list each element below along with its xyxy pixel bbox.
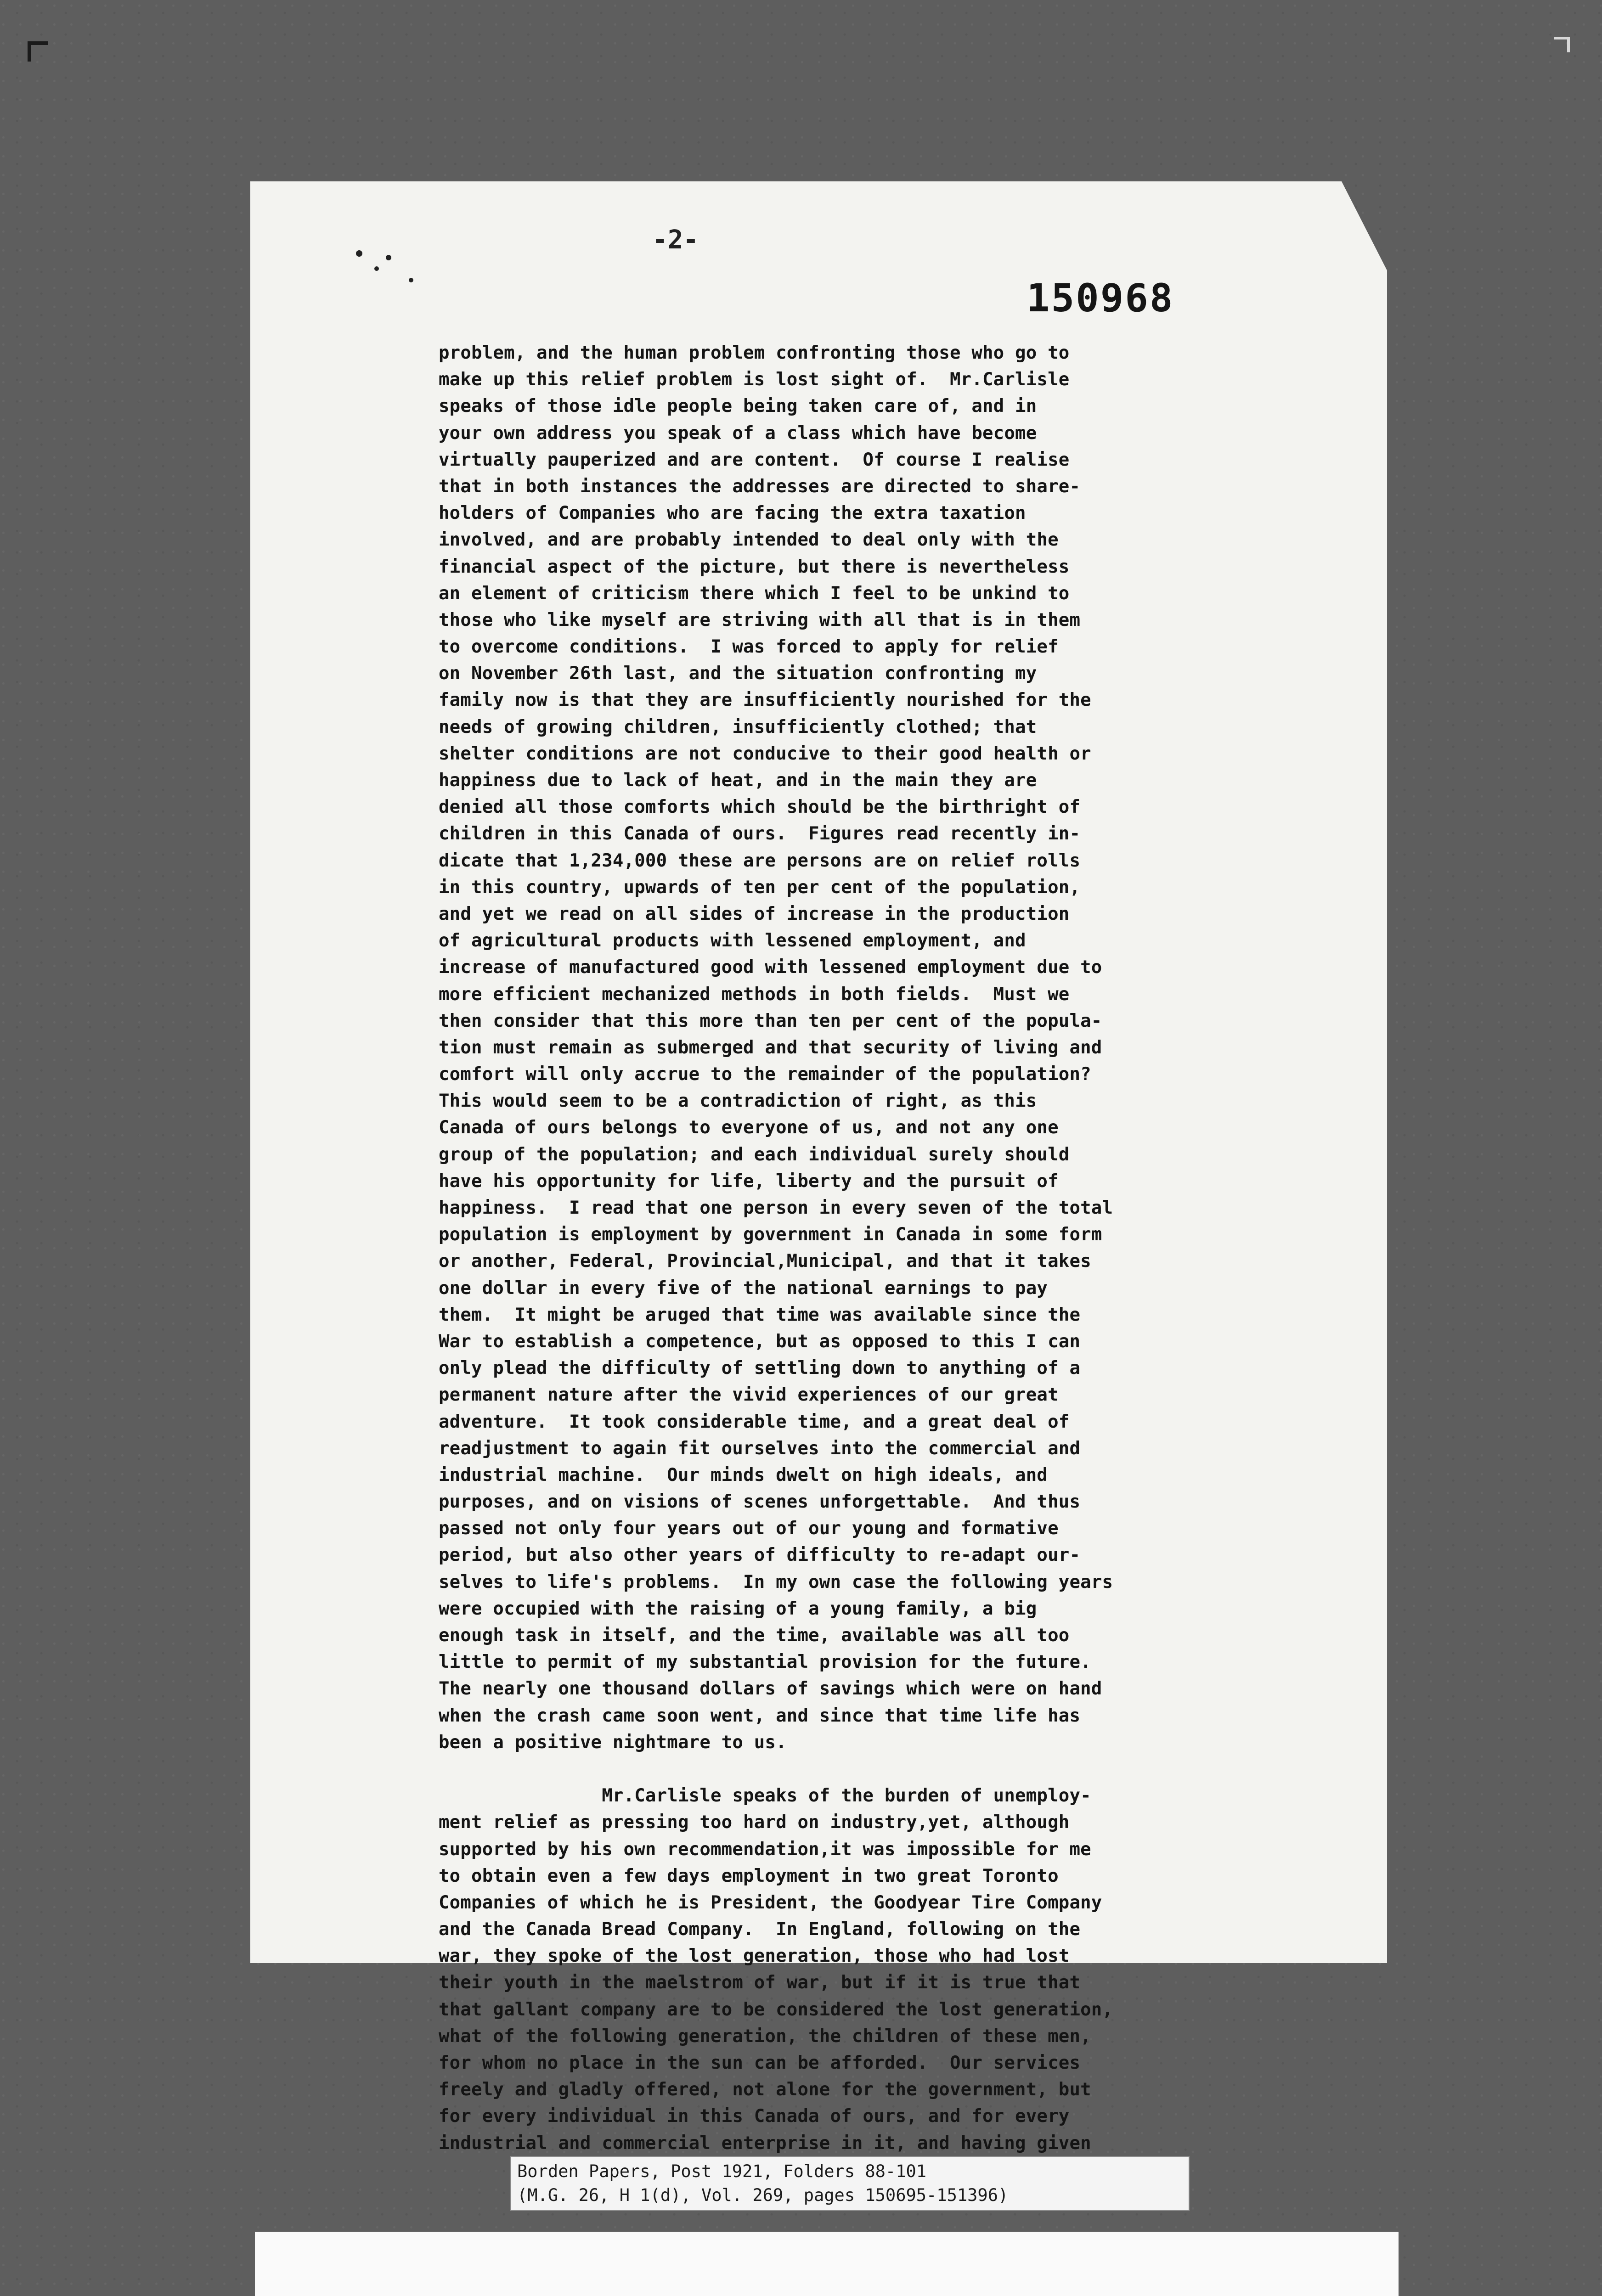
text-line: war, they spoke of the lost generation, those who had lost: [439, 1946, 1070, 1967]
text-line: have his opportunity for life, liberty and the pursuit of: [439, 1171, 1059, 1192]
text-line: purposes, and on visions of scenes unforgettable. And thus: [439, 1491, 1081, 1513]
text-line: Companies of which he is President, the Goodyear Tire Company: [439, 1892, 1102, 1913]
text-line: denied all those comforts which should be the birthright of: [439, 797, 1081, 818]
ink-speck: [409, 278, 413, 282]
text-line: your own address you speak of a class which have become: [439, 422, 1037, 444]
text-line: that in both instances the addresses are directed to share-: [439, 476, 1081, 497]
text-line: them. It might be aruged that time was available since the: [439, 1304, 1081, 1325]
text-line: Canada of ours belongs to everyone of us, and not any one: [439, 1117, 1059, 1138]
text-line: increase of manufactured good with lessened employment due to: [439, 957, 1102, 978]
film-corner-mark-right: [1554, 37, 1570, 52]
text-line: problem, and the human problem confronting those who go to: [439, 343, 1070, 363]
text-line: one dollar in every five of the national earnings to pay: [439, 1277, 1048, 1299]
text-line: and the Canada Bread Company. In England, following on the: [439, 1919, 1081, 1940]
document-id: 150968: [1027, 276, 1174, 321]
archives-stamp: [255, 2232, 1399, 2296]
text-line: virtually pauperized and are content. Of course I realise: [439, 449, 1070, 470]
caption-line-1: Borden Papers, Post 1921, Folders 88-101: [517, 2161, 927, 2181]
text-line: or another, Federal, Provincial,Municipal, and that it takes: [439, 1251, 1091, 1272]
text-line: in this country, upwards of ten per cent of the population,: [439, 877, 1081, 898]
text-line: industrial and commercial enterprise in it, and having given: [439, 2133, 1091, 2154]
text-line: ment relief as pressing too hard on industry,yet, although: [439, 1812, 1070, 1833]
text-line: more efficient mechanized methods in both fields. Must we: [439, 984, 1070, 1005]
text-line: permanent nature after the vivid experiences of our great: [439, 1384, 1059, 1406]
text-line: of agricultural products with lessened employment, and: [439, 930, 1026, 951]
text-line: make up this relief problem is lost sight of. Mr.Carlisle: [439, 369, 1070, 390]
text-line: passed not only four years out of our young and formative: [439, 1518, 1059, 1539]
page-number: -2-: [652, 225, 699, 255]
text-line: The nearly one thousand dollars of savings which were on hand: [439, 1678, 1102, 1699]
text-line: only plead the difficulty of settling down to anything of a: [439, 1358, 1081, 1379]
text-line: an element of criticism there which I feel to be unkind to: [439, 583, 1070, 604]
text-line: industrial machine. Our minds dwelt on high ideals, and: [439, 1464, 1048, 1486]
text-line: [439, 1756, 1311, 1783]
text-line: shelter conditions are not conducive to their good health or: [439, 743, 1091, 764]
text-line: tion must remain as submerged and that security of living and: [439, 1037, 1102, 1058]
text-line: been a positive nightmare to us.: [439, 1732, 787, 1753]
film-corner-mark: [28, 41, 48, 62]
text-line: freely and gladly offered, not alone for the government, but: [439, 2079, 1091, 2100]
text-line: family now is that they are insufficiently nourished for the: [439, 690, 1091, 711]
text-line: population is employment by government in Canada in some form: [439, 1224, 1102, 1245]
text-line: This would seem to be a contradiction of right, as this: [439, 1091, 1037, 1112]
text-line: readjustment to again fit ourselves into the commercial and: [439, 1438, 1081, 1459]
text-line: those who like myself are striving with all that is in them: [439, 609, 1081, 630]
text-line: Mr.Carlisle speaks of the burden of unemploy-: [439, 1785, 1091, 1806]
text-line: that gallant company are to be considered the lost generation,: [439, 1999, 1113, 2020]
text-line: adventure. It took considerable time, and a great deal of: [439, 1411, 1070, 1432]
text-line: and yet we read on all sides of increase in the production: [439, 903, 1070, 924]
text-line: holders of Companies who are facing the extra taxation: [439, 503, 1026, 524]
ink-speck: [356, 250, 362, 257]
text-line: were occupied with the raising of a young family, a big: [439, 1598, 1037, 1619]
text-line: to overcome conditions. I was forced to apply for relief: [439, 636, 1059, 658]
text-line: group of the population; and each individual surely should: [439, 1144, 1070, 1165]
text-line: dicate that 1,234,000 these are persons are on relief rolls: [439, 850, 1081, 871]
text-line: period, but also other years of difficulty to re-adapt our-: [439, 1545, 1081, 1566]
text-line: for every individual in this Canada of ours, and for every: [439, 2106, 1070, 2127]
text-line: needs of growing children, insufficiently clothed; that: [439, 716, 1037, 737]
text-line: financial aspect of the picture, but there is nevertheless: [439, 556, 1070, 577]
text-line: to obtain even a few days employment in two great Toronto: [439, 1865, 1059, 1886]
text-line: on November 26th last, and the situation confronting my: [439, 663, 1037, 684]
text-line: when the crash came soon went, and since that time life has: [439, 1705, 1081, 1726]
letter-body: [439, 340, 1311, 2157]
text-line: speaks of those idle people being taken care of, and in: [439, 396, 1037, 417]
text-line: their youth in the maelstrom of war, but if it is true that: [439, 1972, 1081, 1993]
archive-caption: [510, 2156, 1190, 2211]
caption-line-2: (M.G. 26, H 1(d), Vol. 269, pages 150695-151396): [517, 2185, 1009, 2205]
ink-speck: [374, 266, 379, 271]
text-line: enough task in itself, and the time, available was all too: [439, 1625, 1070, 1646]
text-line: selves to life's problems. In my own case the following years: [439, 1571, 1113, 1593]
text-line: for whom no place in the sun can be afforded. Our services: [439, 2053, 1081, 2073]
text-line: involved, and are probably intended to deal only with the: [439, 529, 1059, 551]
text-line: little to permit of my substantial provision for the future.: [439, 1652, 1091, 1673]
text-line: happiness due to lack of heat, and in the main they are: [439, 770, 1037, 791]
text-line: happiness. I read that one person in every seven of the total: [439, 1198, 1113, 1218]
text-line: War to establish a competence, but as opposed to this I can: [439, 1331, 1081, 1352]
ink-speck: [386, 255, 391, 260]
text-line: then consider that this more than ten per cent of the popula-: [439, 1010, 1102, 1031]
text-line: comfort will only accrue to the remainder of the population?: [439, 1064, 1091, 1085]
text-line: what of the following generation, the children of these men,: [439, 2026, 1091, 2047]
text-line: children in this Canada of ours. Figures read recently in-: [439, 823, 1081, 844]
text-line: supported by his own recommendation,it was impossible for me: [439, 1839, 1091, 1860]
